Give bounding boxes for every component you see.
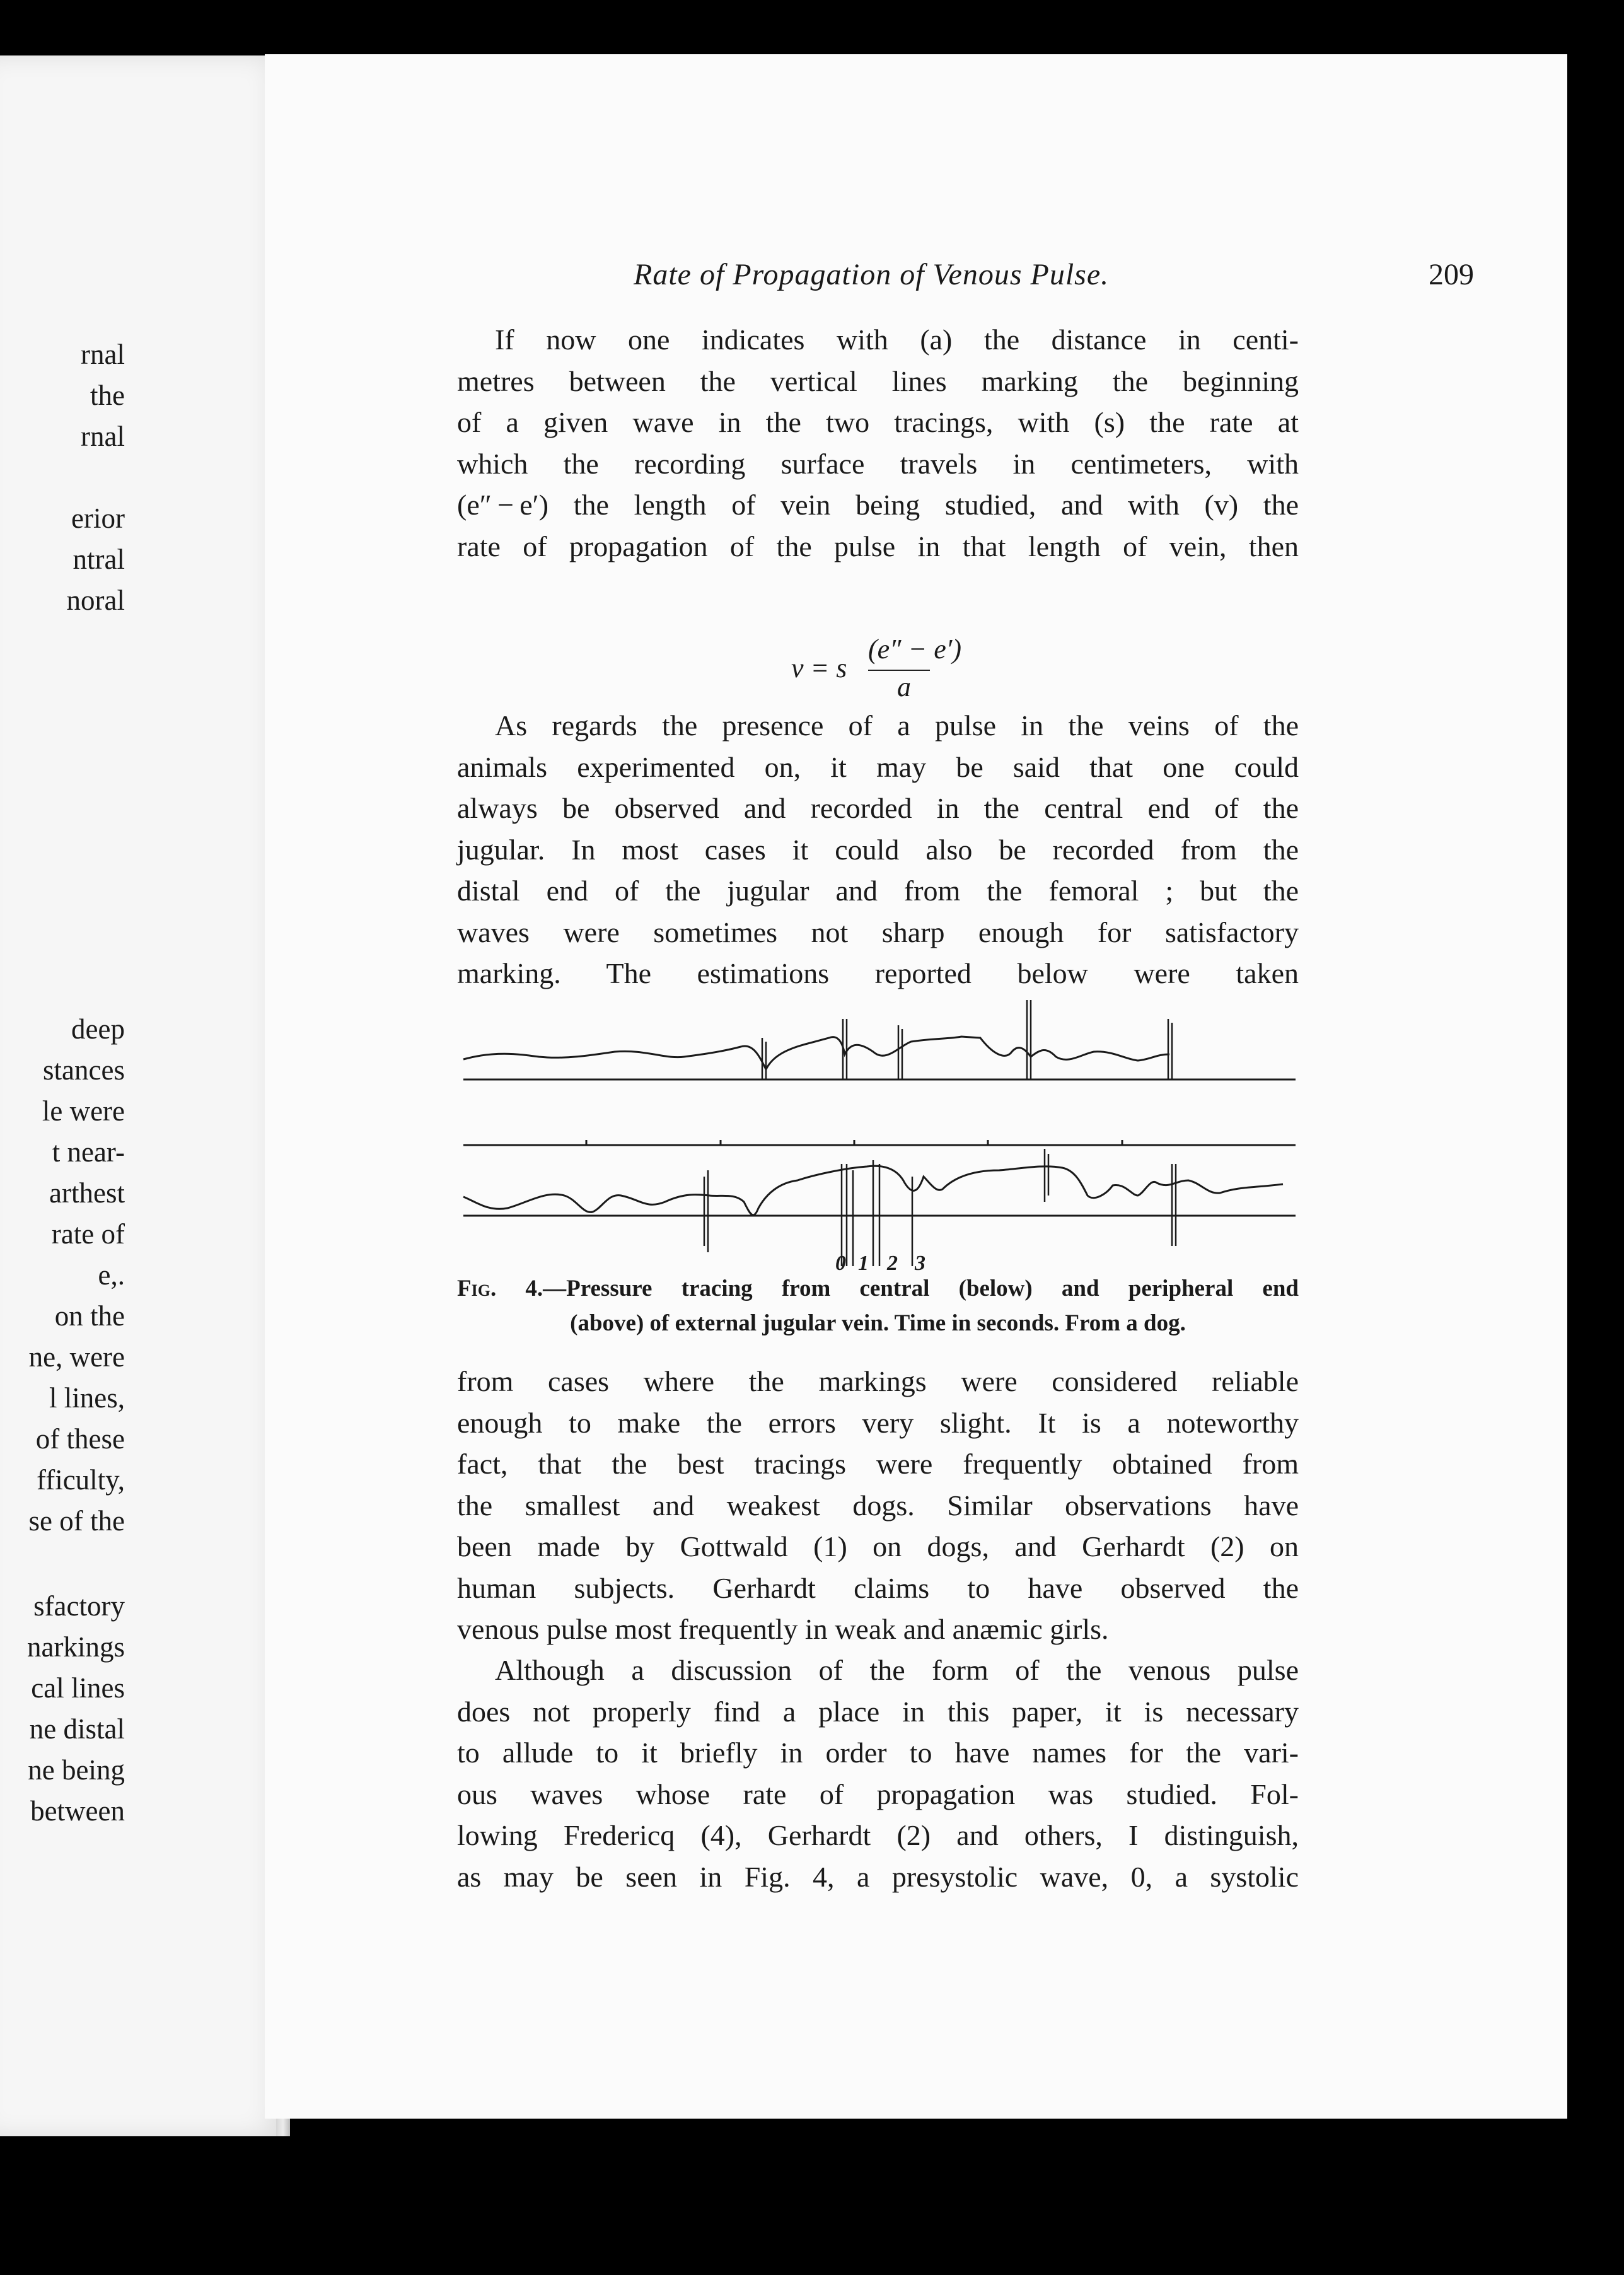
text-line: If now one indicates with (a) the distance in centi- bbox=[495, 323, 1299, 356]
facing-page-fragment: ne being bbox=[28, 1754, 125, 1786]
text-line: to allude to it briefly in order to have names for the vari- bbox=[457, 1737, 1299, 1769]
wave-label-2: 2 bbox=[887, 1252, 898, 1271]
text-line: distal end of the jugular and from the femoral ; but the bbox=[457, 875, 1299, 907]
paragraph-presence bbox=[457, 705, 1299, 994]
facing-page-fragment: cal lines bbox=[31, 1672, 125, 1704]
facing-page-fragment: ne, were bbox=[28, 1341, 125, 1373]
formula-lhs: v = s bbox=[791, 653, 847, 684]
facing-page bbox=[0, 55, 290, 2136]
facing-page-fragment: e,. bbox=[98, 1259, 125, 1291]
caption-line: (above) of external jugular vein. Time in seconds. From a dog. bbox=[570, 1310, 1186, 1336]
rate-formula bbox=[457, 633, 1299, 702]
upper-pulse-curve bbox=[463, 1037, 1169, 1069]
text-line: waves were sometimes not sharp enough for satisfactory bbox=[457, 916, 1299, 948]
facing-page-fragment: erior bbox=[71, 503, 125, 534]
page-number: 209 bbox=[1429, 258, 1474, 291]
paragraph-definitions bbox=[457, 319, 1299, 567]
facing-page-fragment: se of the bbox=[28, 1505, 125, 1537]
text-line: Although a discussion of the form of the venous pulse bbox=[495, 1654, 1299, 1686]
text-line: which the recording surface travels in centimeters, with bbox=[457, 447, 1299, 480]
text-line: from cases where the markings were considered reliable bbox=[457, 1365, 1299, 1397]
facing-page-fragment: deep bbox=[71, 1013, 125, 1045]
text-line: (e″ − e′) the length of vein being studied, and with (v) the bbox=[457, 489, 1299, 521]
paragraph-reliability bbox=[457, 1361, 1299, 1650]
paragraph-wave-names bbox=[457, 1650, 1299, 1897]
wave-label-1: 1 bbox=[858, 1252, 869, 1271]
text-line: animals experimented on, it may be said that one could bbox=[457, 750, 1299, 783]
facing-page-fragment: rnal bbox=[81, 339, 125, 370]
facing-page-fragment: l lines, bbox=[49, 1382, 125, 1414]
text-line: does not properly find a place in this paper, it is necessary bbox=[457, 1695, 1299, 1728]
text-line: marking. The estimations reported below were taken bbox=[457, 957, 1299, 989]
text-line: of a given wave in the two tracings, with (s) the rate at bbox=[457, 406, 1299, 438]
facing-page-fragment: fficulty, bbox=[37, 1464, 125, 1496]
pressure-tracing-figure bbox=[457, 994, 1299, 1271]
text-line: human subjects. Gerhardt claims to have observed the bbox=[457, 1571, 1299, 1604]
text-line: rate of propagation of the pulse in that length of vein, then bbox=[457, 530, 1299, 562]
text-line: venous pulse most frequently in weak and anæmic girls. bbox=[457, 1613, 1109, 1645]
text-line: metres between the vertical lines marking the beginning bbox=[457, 364, 1299, 397]
facing-page-fragment: noral bbox=[66, 585, 125, 616]
running-head bbox=[457, 257, 1554, 301]
caption-text: —Pressure tracing from central (below) and peripheral end bbox=[543, 1276, 1299, 1301]
facing-page-fragment: sfactory bbox=[33, 1590, 125, 1622]
text-line: ous waves whose rate of propagation was studied. Fol- bbox=[457, 1778, 1299, 1810]
text-line: As regards the presence of a pulse in the veins of the bbox=[495, 709, 1299, 742]
lower-wave-markers bbox=[704, 1149, 1176, 1266]
facing-page-fragment: between bbox=[30, 1795, 125, 1827]
facing-page-fragment: ntral bbox=[72, 544, 125, 575]
formula-numerator: (e″ − e′) bbox=[868, 634, 962, 665]
text-line: been made by Gottwald (1) on dogs, and Gerhardt (2) on bbox=[457, 1530, 1299, 1562]
facing-page-fragment: stances bbox=[43, 1054, 125, 1086]
wave-label-3: 3 bbox=[915, 1252, 925, 1271]
text-line: always be observed and recorded in the central end of the bbox=[457, 792, 1299, 824]
facing-page-fragment: rnal bbox=[81, 421, 125, 452]
facing-page-fragment: t near- bbox=[52, 1136, 125, 1168]
running-title: Rate of Propagation of Venous Pulse. bbox=[634, 258, 1110, 291]
figure-label: Fig. 4. bbox=[457, 1276, 543, 1301]
facing-page-fragment: the bbox=[90, 380, 125, 411]
figure-caption bbox=[457, 1271, 1299, 1341]
text-line: as may be seen in Fig. 4, a presystolic wave, 0, a systolic bbox=[457, 1860, 1299, 1893]
facing-page-fragment: narkings bbox=[27, 1631, 125, 1663]
caption-line bbox=[457, 1271, 1299, 1306]
text-line: lowing Fredericq (4), Gerhardt (2) and others, I distinguish, bbox=[457, 1819, 1299, 1851]
text-line: jugular. In most cases it could also be recorded from the bbox=[457, 833, 1299, 866]
wave-label-0: 0 bbox=[835, 1252, 846, 1271]
facing-page-fragment: rate of bbox=[51, 1218, 125, 1250]
text-line: fact, that the best tracings were frequently obtained from bbox=[457, 1448, 1299, 1480]
text-line: the smallest and weakest dogs. Similar observations have bbox=[457, 1489, 1299, 1522]
formula-denominator: a bbox=[897, 672, 911, 702]
facing-page-fragment: ne distal bbox=[29, 1713, 125, 1745]
page bbox=[265, 54, 1567, 2119]
facing-page-fragment: arthest bbox=[49, 1177, 125, 1209]
facing-page-fragment: of these bbox=[35, 1423, 125, 1455]
text-line: enough to make the errors very slight. It is a noteworthy bbox=[457, 1406, 1299, 1439]
facing-page-fragment: on the bbox=[54, 1300, 125, 1332]
facing-page-fragment: le were bbox=[42, 1095, 125, 1127]
